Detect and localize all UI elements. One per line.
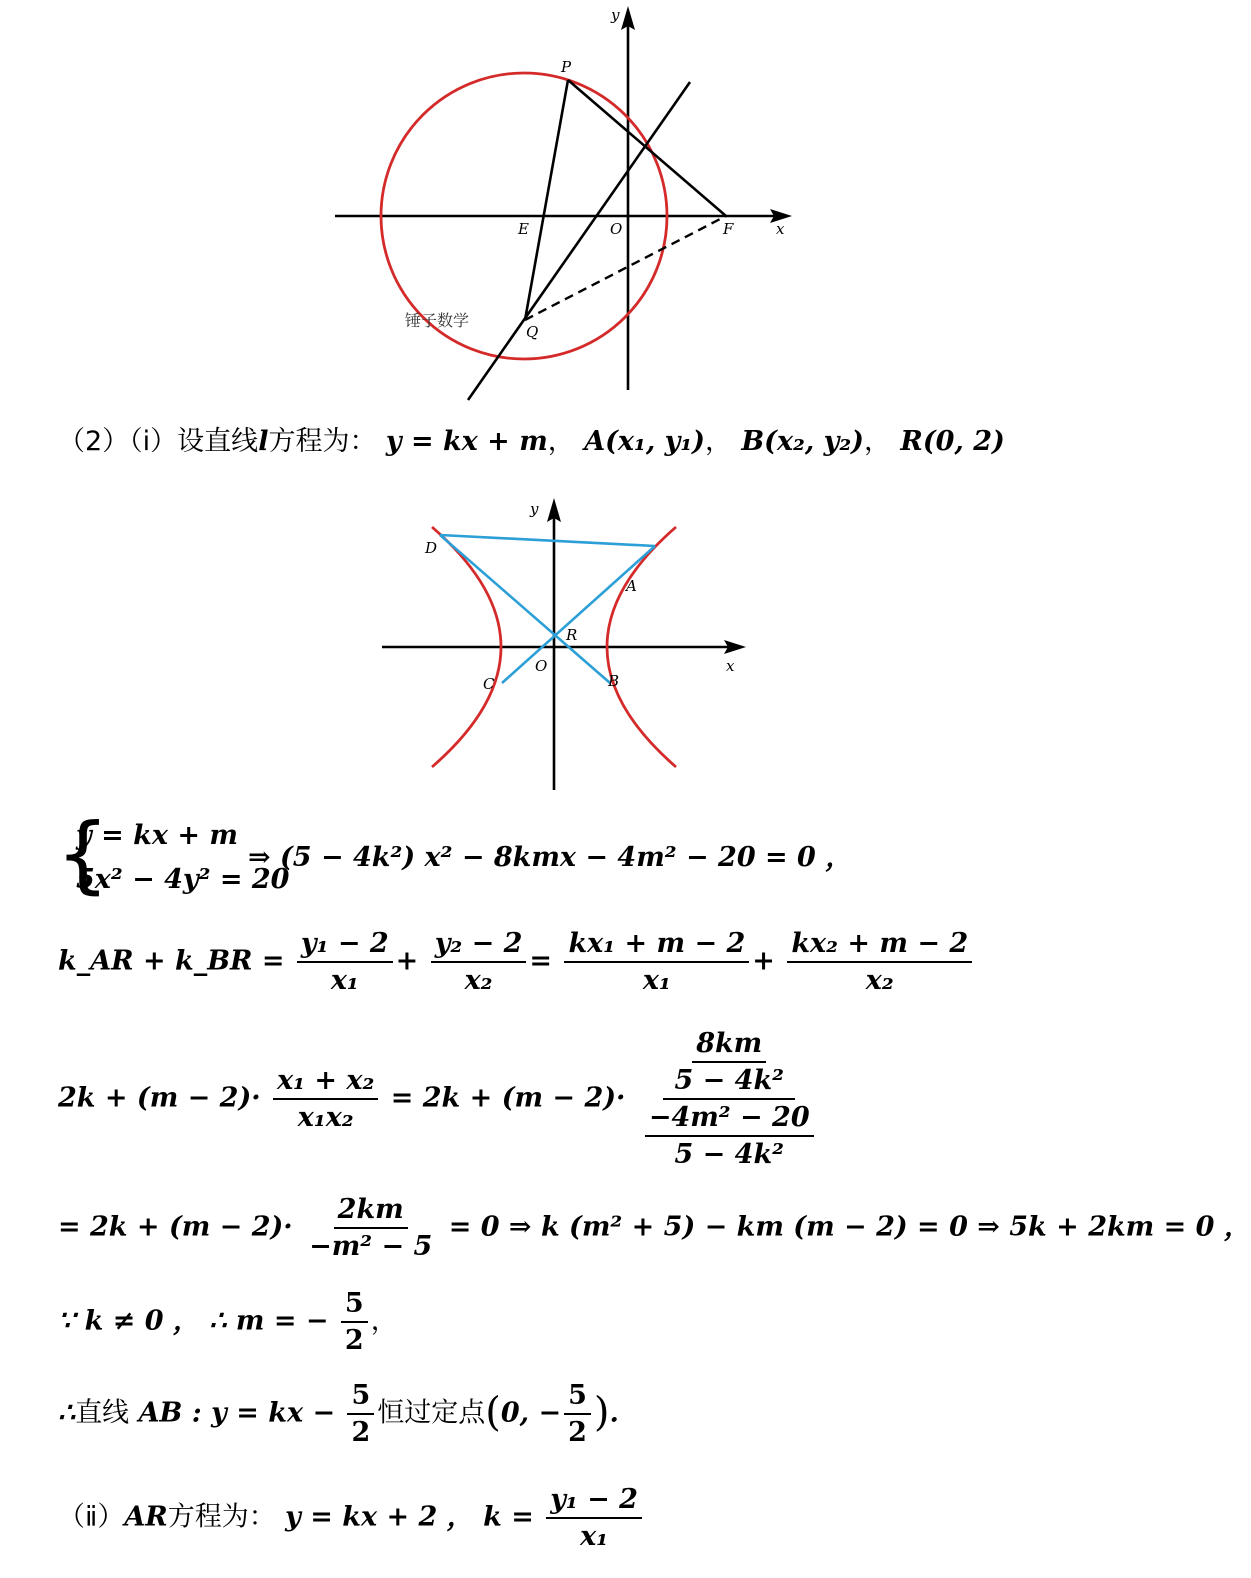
line-da (440, 535, 655, 546)
system-brace: { (56, 805, 110, 903)
conclusion-line: ∴直线 AB : y = kx − $\frac{5}{2}$ 恒过定点(0, − $\frac{5}{2}$ ). (58, 1380, 619, 1448)
label-f: F (723, 220, 734, 238)
watermark: 锤子数学 (405, 311, 470, 330)
conclusion-frac: $\frac{5}{2}$ (347, 1382, 374, 1446)
line-l: l (258, 426, 269, 457)
frac-y1: $\frac{\text{y₁ − 2}}{\text{x₁}}$ (297, 930, 393, 994)
frac-five-halves: $\frac{5}{2}$ (341, 1290, 368, 1354)
therefore-m: ∴ m = − (209, 1305, 329, 1337)
system-result: ⇒ (5 − 4k²) x² − 8kmx − 4m² − 20 = 0 ， (248, 842, 853, 873)
step3-left: 2k + (m − 2)· (58, 1082, 261, 1114)
part2-label: （2）（ⅰ）设直线 (58, 426, 259, 457)
label-y: y (611, 6, 620, 24)
point-a-coords: (x₁, y₁) (605, 426, 705, 457)
conclusion-fixed: 恒过定点 (377, 1397, 486, 1429)
fixed-point-frac: $\frac{5}{2}$ (564, 1382, 591, 1446)
step4-frac: $\frac{2km}{\text{−m² − 5}}$ (309, 1194, 433, 1262)
slope-sum-line: k_AR + k_BR = $\frac{\text{y₁ − 2}}{\text{x₁}}$ + $\frac{\text{y₂ − 2}}{\text{x₂}}$ = $\frac{\text{kx₁ + m − 2}}{\text{x₁}}$ + $\frac{\text{kx₂ + m − 2}}{\text{x₂}}$ (58, 930, 975, 994)
point-a: A (584, 426, 606, 457)
label-q: Q (526, 323, 539, 341)
part-ii-frac: $\frac{\text{y₁ − 2}}{\text{x₁}}$ (546, 1486, 642, 1550)
part-ii-label: （ⅱ） (58, 1501, 125, 1533)
label-r: R (566, 626, 578, 644)
figure-hyperbola-diagram (0, 0, 1080, 800)
frac-y2: $\frac{\text{y₂ − 2}}{\text{x₂}}$ (431, 930, 527, 994)
label-y-2: y (530, 500, 539, 518)
step4-line (58, 1196, 1251, 1260)
step3-line (58, 1030, 824, 1168)
point-r-coords: (0, 2) (922, 426, 1005, 457)
line-equation: y = kx + m (385, 426, 548, 457)
label-x-2: x (726, 657, 735, 675)
step3-inner-num: $\frac{8km}{\text{5 − 4k²}}$ (674, 1028, 784, 1096)
point-r: R (900, 426, 923, 457)
step3-inner-den: $\frac{\text{−4m² − 20}}{\text{5 − 4k²}}$ (645, 1104, 814, 1168)
frac-k1: $\frac{\text{kx₁ + m − 2}}{\text{x₁}}$ (564, 930, 749, 994)
label-e: E (518, 220, 529, 238)
part2-heading: （2）（ⅰ）设直线l方程为： y = kx + m， A(x₁, y₁)， B(x₂, y₂)， R(0, 2) (58, 426, 1005, 457)
label-a: A (626, 577, 637, 595)
part-ii-eq: y = kx + 2 ， (285, 1501, 474, 1533)
point-b: B (741, 426, 765, 457)
part-ii-k: k = (483, 1501, 534, 1533)
conclusion-ab: AB : y = kx − (138, 1397, 336, 1429)
label-o-2: O (535, 657, 548, 675)
slope-sum-lhs: k_AR + k_BR = (58, 945, 285, 977)
label-p: P (561, 58, 572, 76)
label-c: C (483, 675, 495, 693)
eq-word: 方程为： (268, 426, 377, 457)
because-line: ∵ k ≠ 0 ， ∴ m = − $\frac{5}{2}$ ， (58, 1288, 398, 1356)
part-ii-eq-word: 方程为： (167, 1501, 276, 1533)
system-eq-2: 5x² − 4y² = 20 (76, 864, 290, 895)
because-text: ∵ k ≠ 0 ， (58, 1305, 200, 1337)
label-x: x (776, 220, 785, 238)
label-d: D (425, 539, 438, 557)
system-eq-1: y = kx + m (76, 820, 238, 851)
step3-mid: = 2k + (m − 2)· (390, 1082, 626, 1114)
fixed-point-left: 0, − (500, 1397, 562, 1429)
conclusion-word: 直线 (75, 1397, 130, 1429)
step3-complex-frac (638, 1030, 821, 1168)
step3-frac: $\frac{\text{x₁ + x₂}}{\text{x₁x₂}}$ (273, 1067, 378, 1131)
point-b-coords: (x₂, y₂) (764, 426, 864, 457)
label-b: B (608, 672, 620, 690)
part-ii-line (58, 1486, 645, 1550)
line-ca (502, 546, 655, 683)
conclusion-prefix: ∴ (58, 1397, 76, 1429)
step4-left: = 2k + (m − 2)· (58, 1211, 293, 1243)
part-ii-ar: AR (124, 1501, 168, 1533)
step4-right: = 0 ⇒ k (m² + 5) − km (m − 2) = 0 ⇒ 5k + 2km = 0 ， (448, 1211, 1251, 1243)
label-o: O (610, 220, 623, 238)
frac-k2: $\frac{\text{kx₂ + m − 2}}{\text{x₂}}$ (787, 930, 972, 994)
